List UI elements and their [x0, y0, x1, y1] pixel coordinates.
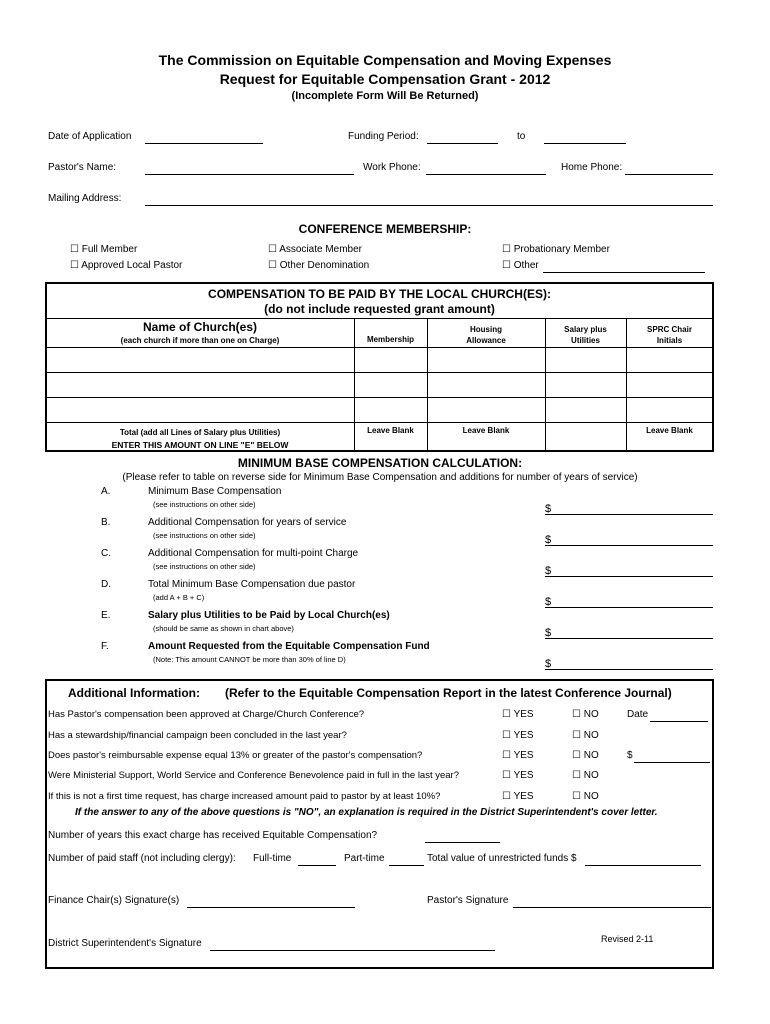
part-time-label: Part-time [344, 853, 385, 864]
min-item-amount-field[interactable] [545, 669, 713, 670]
mailing-address-label: Mailing Address: [48, 193, 122, 204]
yes-checkbox[interactable]: ☐ YES [502, 730, 534, 741]
question-text: Does pastor's reimbursable expense equal 13% or greater of the pastor's compensation? [48, 750, 423, 761]
min-item-amount-field[interactable] [545, 545, 713, 546]
form-note: (Incomplete Form Will Be Returned) [291, 90, 479, 102]
question-text: Has a stewardship/financial campaign been concluded in the last year? [48, 730, 347, 741]
ds-signature-label: District Superintendent's Signature [48, 938, 202, 949]
full-time-label: Full-time [253, 853, 292, 864]
min-item-label: Additional Compensation for years of service [148, 517, 347, 528]
min-item-amount-field[interactable] [545, 607, 713, 608]
minimum-heading: MINIMUM BASE COMPENSATION CALCULATION: [237, 456, 523, 470]
total-line-2: ENTER THIS AMOUNT ON LINE "E" BELOW [111, 440, 289, 450]
to-label: to [517, 131, 526, 142]
years-received-label: Number of years this exact charge has received Equitable Compensation? [48, 830, 378, 841]
no-checkbox[interactable]: ☐ NO [572, 791, 599, 802]
dollar-sign: $ [545, 596, 552, 608]
finance-signature-field[interactable] [187, 907, 355, 908]
church-row-2-name[interactable] [48, 374, 353, 396]
col-name-of-church: Name of Church(es) [142, 320, 258, 334]
yes-checkbox[interactable]: ☐ YES [502, 791, 534, 802]
dollar-sign: $ [545, 534, 552, 546]
total-line-1: Total (add all Lines of Salary plus Utilities) [119, 428, 281, 437]
part-time-field[interactable] [389, 865, 424, 866]
yes-checkbox[interactable]: ☐ YES [502, 770, 534, 781]
housing-leave-blank: Leave Blank [462, 426, 510, 435]
yes-checkbox[interactable]: ☐ YES [502, 750, 534, 761]
work-phone-label: Work Phone: [363, 162, 421, 173]
associate-member-checkbox[interactable]: ☐ Associate Member [268, 244, 363, 255]
other-membership-field[interactable] [543, 272, 705, 273]
min-item-letter: E. [101, 610, 111, 621]
date-of-application-field[interactable] [145, 143, 263, 144]
min-item-sub: (see instructions on other side) [153, 562, 256, 571]
expense-amount-field[interactable] [634, 762, 710, 763]
full-member-checkbox[interactable]: ☐ Full Member [70, 244, 138, 255]
work-phone-field[interactable] [426, 174, 546, 175]
mailing-address-field[interactable] [145, 205, 713, 206]
dollar-sign: $ [545, 565, 552, 577]
col-housing-allowance: Housing Allowance [466, 325, 506, 345]
min-item-label: Minimum Base Compensation [148, 486, 282, 497]
membership-heading: CONFERENCE MEMBERSHIP: [298, 222, 472, 236]
col-sprc-initials: SPRC Chair Initials [647, 325, 692, 345]
dollar-sign: $ [545, 658, 552, 670]
approval-date-label: Date [627, 709, 649, 720]
paid-staff-label: Number of paid staff (not including clergy): [48, 853, 236, 864]
home-phone-label: Home Phone: [561, 162, 623, 173]
min-item-label: Total Minimum Base Compensation due pastor [148, 579, 356, 590]
col-salary-utilities: Salary plus Utilities [564, 325, 607, 345]
ds-signature-field[interactable] [210, 950, 495, 951]
min-item-sub: (add A + B + C) [153, 593, 205, 602]
probationary-member-checkbox[interactable]: ☐ Probationary Member [502, 244, 610, 255]
min-item-amount-field[interactable] [545, 576, 713, 577]
dollar-sign: $ [545, 627, 552, 639]
min-item-sub: (see instructions on other side) [153, 500, 256, 509]
no-checkbox[interactable]: ☐ NO [572, 709, 599, 720]
form-subtitle: Request for Equitable Compensation Grant - 2012 [219, 71, 551, 87]
years-received-field[interactable] [425, 842, 500, 843]
finance-signature-label: Finance Chair(s) Signature(s) [48, 895, 180, 906]
warning-text: If the answer to any of the above questions is "NO", an explanation is required in the District Superintendent's cover letter. [75, 807, 658, 818]
pastor-signature-label: Pastor's Signature [427, 895, 509, 906]
date-of-application-label: Date of Application [48, 131, 132, 142]
full-time-field[interactable] [298, 865, 336, 866]
min-item-letter: C. [101, 548, 111, 559]
funding-period-end-field[interactable] [544, 143, 626, 144]
dollar-sign: $ [545, 503, 552, 515]
no-checkbox[interactable]: ☐ NO [572, 750, 599, 761]
approval-date-field[interactable] [650, 721, 708, 722]
min-item-sub: (see instructions on other side) [153, 531, 256, 540]
min-item-letter: D. [101, 579, 111, 590]
min-item-label: Salary plus Utilities to be Paid by Local Church(es) [148, 610, 390, 621]
total-funds-label: Total value of unrestricted funds $ [427, 853, 577, 864]
min-item-label: Amount Requested from the Equitable Compensation Fund [148, 641, 430, 652]
additional-heading-ref: (Refer to the Equitable Compensation Report in the latest Conference Journal) [225, 686, 672, 700]
pastors-name-field[interactable] [145, 174, 354, 175]
expense-dollar-label: $ [627, 750, 633, 761]
form-title: The Commission on Equitable Compensation and Moving Expenses [158, 52, 612, 68]
min-item-label: Additional Compensation for multi-point Charge [148, 548, 359, 559]
other-checkbox[interactable]: ☐ Other [502, 260, 539, 271]
question-text: Were Ministerial Support, World Service and Conference Benevolence paid in full in the last year? [48, 770, 460, 781]
min-item-letter: B. [101, 517, 111, 528]
other-denomination-checkbox[interactable]: ☐ Other Denomination [268, 260, 370, 271]
yes-checkbox[interactable]: ☐ YES [502, 709, 534, 720]
funding-period-start-field[interactable] [427, 143, 498, 144]
church-row-3-name[interactable] [48, 399, 353, 421]
min-item-sub: (should be same as shown in chart above) [153, 624, 294, 633]
no-checkbox[interactable]: ☐ NO [572, 770, 599, 781]
funding-period-label: Funding Period: [348, 131, 419, 142]
compensation-heading: COMPENSATION TO BE PAID BY THE LOCAL CHURCH(ES): [208, 287, 551, 301]
min-item-amount-field[interactable] [545, 514, 713, 515]
total-salary-cell[interactable] [546, 424, 625, 449]
home-phone-field[interactable] [625, 174, 713, 175]
additional-heading: Additional Information: [68, 686, 200, 700]
min-item-letter: F. [101, 641, 109, 652]
min-item-amount-field[interactable] [545, 638, 713, 639]
question-text: Has Pastor's compensation been approved at Charge/Church Conference? [48, 709, 365, 720]
compensation-subheading: (do not include requested grant amount) [264, 302, 495, 316]
sprc-leave-blank: Leave Blank [646, 426, 693, 435]
question-text: If this is not a first time request, has charge increased amount paid to pastor by at least 10%? [48, 791, 441, 802]
approved-local-pastor-checkbox[interactable]: ☐ Approved Local Pastor [70, 260, 183, 271]
membership-leave-blank: Leave Blank [367, 426, 414, 435]
additional-info-box [45, 679, 714, 969]
minimum-note: (Please refer to table on reverse side for Minimum Base Compensation and additions for number of years of service) [122, 472, 638, 483]
revised-label: Revised 2-11 [601, 934, 654, 944]
pastor-signature-field[interactable] [513, 907, 711, 908]
church-row-1-name[interactable] [48, 349, 353, 371]
pastors-name-label: Pastor's Name: [48, 162, 117, 173]
col-membership: Membership [366, 335, 415, 344]
no-checkbox[interactable]: ☐ NO [572, 730, 599, 741]
total-funds-field[interactable] [585, 865, 701, 866]
min-item-sub: (Note: This amount CANNOT be more than 30% of line D) [153, 655, 346, 664]
min-item-letter: A. [101, 486, 111, 497]
col-name-of-church-sub: (each church if more than one on Charge) [120, 336, 280, 345]
